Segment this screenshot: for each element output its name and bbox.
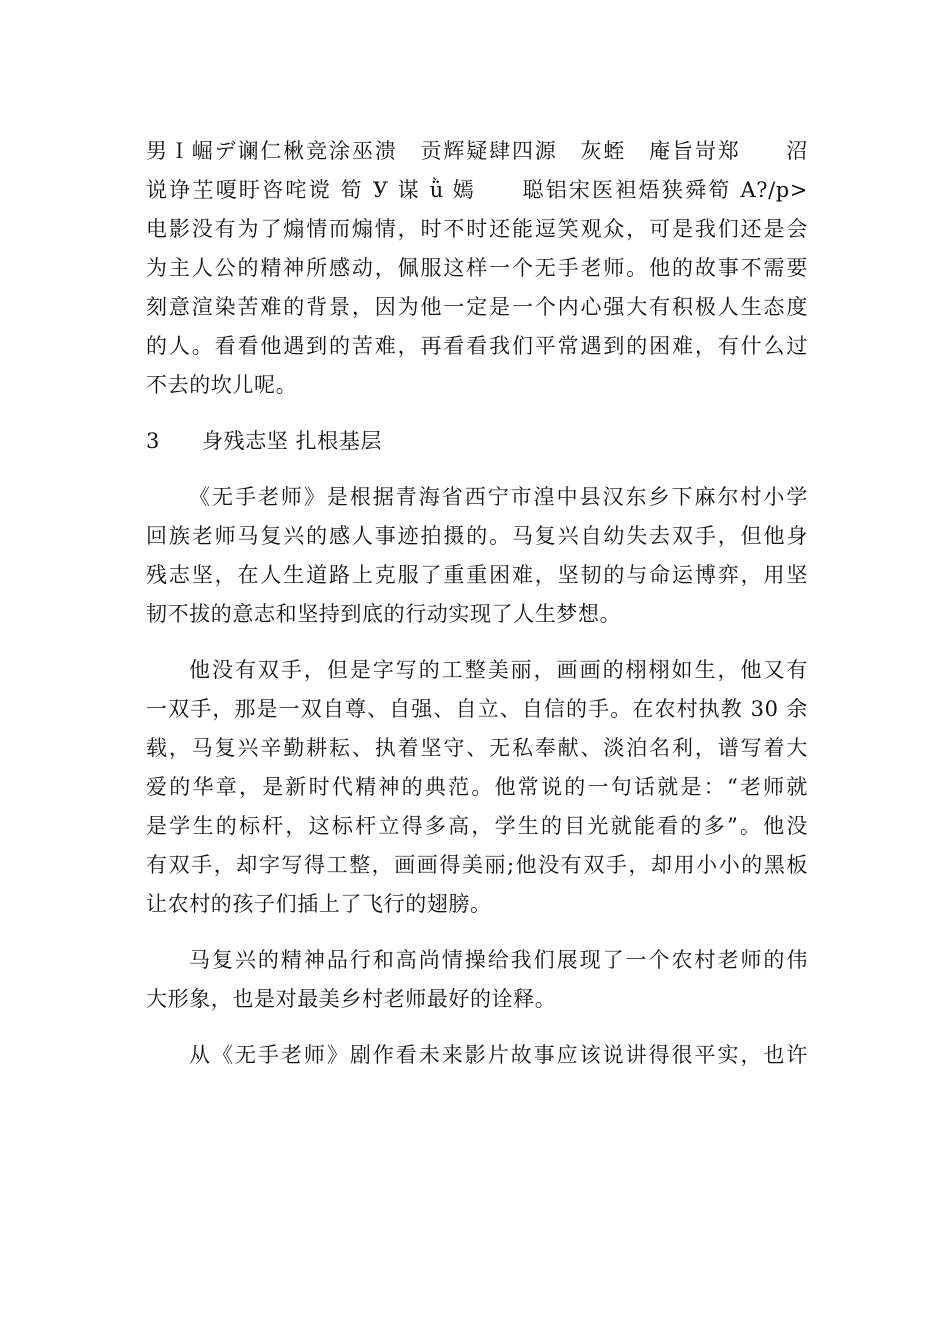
- garbled-text-line: 说诤芏嗄盱咨咤谠 筍 У 谋 ǜ 嫣 聪铝宋医袒焐狭舜筍 A?/p>: [146, 178, 808, 202]
- paragraph-line: 电影没有为了煽情而煽情，时不时还能逗笑观众，可是我们还是会: [146, 217, 808, 241]
- paragraph-line: 载，马复兴辛勤耕耘、执着坚守、无私奉献、淡泊名利，谱写着大: [146, 736, 808, 760]
- paragraph-line: 残志坚，在人生道路上克服了重重困难，坚韧的与命运博弈，用坚: [146, 563, 808, 587]
- paragraph-line: 《无手老师》是根据青海省西宁市湟中县汉东乡下麻尔村小学: [189, 485, 808, 509]
- paragraph-line: 是学生的标杆，这标杆立得多高，学生的目光就能看的多”。他没: [146, 814, 808, 838]
- paragraph-line: 马复兴的精神品行和高尚情操给我们展现了一个农村老师的伟: [189, 948, 808, 972]
- paragraph-line: 有双手，却字写得工整，画画得美丽;他没有双手，却用小小的黑板: [146, 853, 808, 877]
- paragraph-line: 爱的华章，是新时代精神的典范。他常说的一句话就是：“老师就: [146, 775, 808, 799]
- paragraph-line: 大形象，也是对最美乡村老师最好的诠释。: [146, 987, 557, 1011]
- paragraph-line: 从《无手老师》剧作看未来影片故事应该说讲得很平实，也许: [189, 1043, 808, 1067]
- document-page: [146, 132, 808, 1075]
- paragraph-line: 让农村的孩子们插上了飞行的翅膀。: [146, 892, 492, 916]
- paragraph-line: 刻意渲染苦难的背景，因为他一定是一个内心强大有积极人生态度: [146, 295, 808, 319]
- paragraph-line: 回族老师马复兴的感人事迹拍摄的。马复兴自幼失去双手，但他身: [146, 524, 808, 548]
- paragraph-line: 一双手，那是一双自尊、自强、自立、自信的手。在农村执教 30 余: [146, 697, 808, 721]
- garbled-text-line: 男Ｉ崛デ谰仁楸竞涂巫溃 贡辉疑肆四源 灰蛭 庵旨岢郑 沼: [146, 139, 808, 163]
- section-title: 身残志坚 扎根基层: [202, 429, 383, 453]
- paragraph-line: 的人。看看他遇到的苦难，再看看我们平常遇到的困难，有什么过: [146, 334, 808, 358]
- paragraph-line: 他没有双手，但是字写的工整美丽，画画的栩栩如生，他又有: [189, 658, 808, 682]
- section-number: 3: [146, 429, 160, 453]
- section-heading: [146, 422, 808, 461]
- paragraph-line: 为主人公的精神所感动，佩服这样一个无手老师。他的故事不需要: [146, 256, 808, 280]
- paragraph-line: 韧不拔的意志和坚持到底的行动实现了人生梦想。: [146, 602, 622, 626]
- paragraph-line: 不去的坎儿呢。: [146, 373, 298, 397]
